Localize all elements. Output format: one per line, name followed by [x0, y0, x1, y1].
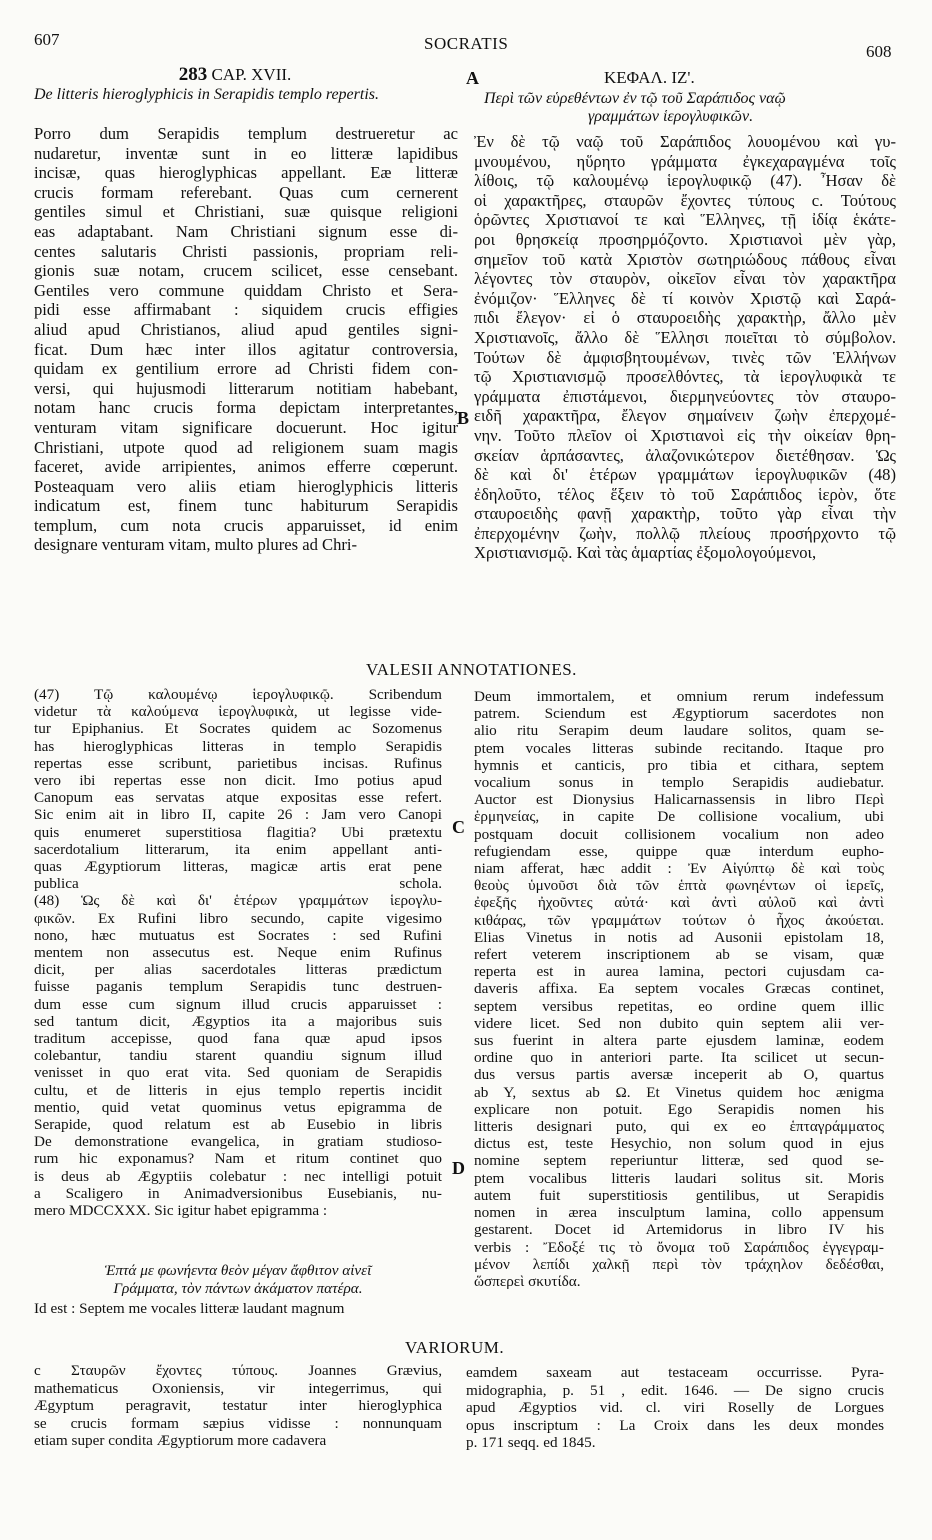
variorum-line: se crucis formam sæpius vidisse : nonnunquam — [34, 1414, 442, 1432]
annotation-line: hymnis et canticis, pro tibia et cithara, septem — [474, 756, 884, 774]
running-title: SOCRATIS — [424, 34, 509, 53]
greek-text-line: δὲ καὶ δι' ἑτέρων γραμμάτων ἱερογλυφικῶν (48) — [474, 465, 896, 485]
annotation-line: θεοὺς ὑμνοῦσι διὰ τῶν ἑπτὰ φωνηέντων οἱ ἱερεῖς, — [474, 877, 884, 895]
latin-text-line: centes salutaris Christi passionis, propriam reli- — [34, 241, 458, 261]
annotation-line: vocalium sonus in templo Serapidis audiebatur. — [474, 774, 884, 792]
annotation-line: cultu, et de litteris in ejus templo repertis incidit — [34, 1081, 442, 1099]
id-est-line: Id est : Septem me vocales litteræ laudant magnum — [34, 1300, 345, 1317]
variorum-line: opus inscriptum : La Croix dans les deux mondes — [466, 1416, 884, 1434]
valesii-notes-right-column — [474, 688, 884, 1290]
latin-text-line: quidam ex gentilium errore ad Christi fidem con- — [34, 359, 458, 379]
greek-chapter-label: ΚΕΦΑΛ. ΙΖ'. — [604, 68, 695, 87]
annotation-line: litteris designari puto, qui ex eo ἑπταγράμματος — [474, 1118, 884, 1136]
greek-text-line: Χριστιανισμῷ. Καὶ τὰς ἁμαρτίας ἐξομολογούμενοι, — [474, 543, 817, 563]
annotation-line: dus versus partis aversæ inceperit ab O, quartus — [474, 1066, 884, 1084]
annotation-line: quas Ægyptiorum litteras, magicæ artis erat pene — [34, 858, 442, 876]
variorum-line: c Σταυρῶν ἔχοντες τύπους. Joannes Grævius, — [34, 1362, 442, 1379]
latin-chapter-title: De litteris hieroglyphicis in Serapidis templo repertis. — [34, 86, 379, 103]
page-number-left: 607 — [34, 30, 60, 49]
greek-text-line: Τούτων δὲ ἀμφισβητουμένων, τινὲς τῶν Ἑλλήνων — [474, 347, 896, 367]
annotation-line: explicare non potuit. Ego Serapidis nomen his — [474, 1100, 884, 1118]
annotation-line: traditum accepisse, quod fana quæ apud ipsos — [34, 1030, 442, 1048]
latin-text-line: versi, qui hujusmodi litterarum notitiam habebant, — [34, 378, 458, 398]
annotation-line: Auctor est Dionysius Halicarnassensis in libro Περὶ — [474, 791, 884, 809]
valesii-notes-left-column — [34, 686, 442, 1219]
greek-text-line: ειδῆ χαρακτῆρα, ἔλεγον σημαίνειν ζωὴν ἐπερχομέ- — [474, 406, 896, 426]
annotation-line: φικῶν. Ex Rufini libro secundo, capite vigesimo — [34, 909, 442, 927]
annotation-line: refert veterem inscriptionem ab se visam, quæ — [474, 946, 884, 964]
annotation-line: De demonstratione evangelica, in gratiam studioso- — [34, 1133, 442, 1151]
greek-text-line: ἐδηλοῦτο, τέλος ἕξειν τὸ τοῦ Σαράπιδος ἱερὸν, ὅτε — [474, 484, 896, 504]
greek-text-line: ροι θρησκείᾳ προσηρμόζοντο. Χριστιανοὶ μὲν γὰρ, — [474, 229, 896, 249]
greek-text-line: οἱ χαρακτῆρες, σταυρῶν ἔχοντες τύπους c. Τούτους — [474, 190, 896, 210]
greek-text-line: ἐνόμιζον· Ἕλληνες δὲ τί κοινὸν Χριστῷ καὶ Σαρά- — [474, 288, 896, 308]
annotation-line: Canopum eas servatas atque expositas esse refert. — [34, 789, 442, 807]
annotation-line: is deus ab Ægyptiis colebatur : nec intelligi potuit — [34, 1167, 442, 1185]
latin-text-line: Christiani, utpote quod ad religionem suam magis — [34, 437, 458, 457]
annotation-line: ordine quo in anteriori parte. Ita scilicet ut secun- — [474, 1049, 884, 1067]
latin-text-line: incisæ, quas hieroglyphicas appellant. Eæ litteræ — [34, 163, 458, 183]
annotation-line: Elias Vinetus in notis ad Ausonii epistolam 18, — [474, 928, 884, 946]
latin-text-line: Porro dum Serapidis templum destrueretur ac — [34, 124, 458, 143]
latin-text-line: ficat. Dum hæc inter illos agitatur controversia, — [34, 339, 458, 359]
annotation-line: verbis : Ἔδοξέ τις τὸ ὄνομα τοῦ Σαράπιδος ἐγγεγραμ- — [474, 1238, 884, 1256]
annotation-line: refugiendam esse, quippe quæ interdum eupho- — [474, 842, 884, 860]
latin-chapter-label: CAP. XVII. — [211, 65, 292, 84]
annotation-line: postquam docuit collisionem vocalium non adeo — [474, 825, 884, 843]
latin-text-line: designare venturam vitam, multo plures ad Chri- — [34, 535, 358, 555]
variorum-line: Ægyptum peragravit, testatur inter hieroglyphica — [34, 1397, 442, 1415]
annotation-line: sacerdotalium litterarum, ita enim appellant anti- — [34, 840, 442, 858]
annotation-line: dum esse cum signum illud crucis apparuisset : — [34, 995, 442, 1013]
annotation-line: Deum immortalem, et omnium rerum indefessum — [474, 688, 884, 705]
greek-chapter-title-line-1: Περὶ τῶν εὑρεθέντων ἐν τῷ τοῦ Σαράπιδος ναῷ — [484, 90, 786, 107]
annotation-line: ptem vocales litteras subinde recitando. Itaque pro — [474, 739, 884, 757]
annotation-line: reperta est in aurea lamina, pectori cujusdam ca- — [474, 963, 884, 981]
annotation-line: gestarent. Docet id Artemidorus in libro IV his — [474, 1221, 884, 1239]
greek-text-line: πιδι ἔλεγον· εἰ ὁ σταυροειδὴς χαρακτὴρ, ἄλλο μὲν — [474, 308, 896, 328]
annotation-line: ptem vocalibus litteris laudari solitus sit. Moris — [474, 1169, 884, 1187]
annotation-line: ὥσπερεὶ σκυτίδα. — [474, 1272, 581, 1290]
annotation-line: nomen in ærea insculptum lamina, collo appensum — [474, 1204, 884, 1222]
variorum-line: p. 171 seqq. ed 1845. — [466, 1434, 596, 1452]
annotation-line: niam afferat, hæc addit : Ἐν Αἰγύπτῳ δὲ καὶ τοὺς — [474, 860, 884, 878]
variorum-line: midographia, p. 51 , edit. 1646. — De signo crucis — [466, 1381, 884, 1399]
epigram-line-2: Γράμματα, τὸν πάντων ἀκάματον πατέρα. — [113, 1280, 363, 1297]
valesii-annotations-title: VALESII ANNOTATIONES. — [366, 660, 577, 679]
greek-text-column — [474, 132, 896, 563]
annotation-line: sed tantum dicit, Ægyptios ita a majoribus suis — [34, 1012, 442, 1030]
annotation-line: dicit, per alias sacerdotales litteras prædictum — [34, 961, 442, 979]
annotation-line: μένον λεπίδι χαλκῇ περὶ τὸν τράχηλον δεδέσθαι, — [474, 1255, 884, 1273]
greek-text-line: λίθοις, τῷ καλουμένῳ ἱερογλυφικῷ (47). Ἦσαν δὲ — [474, 171, 896, 191]
variorum-title: VARIORUM. — [405, 1338, 505, 1357]
annotation-line: rum hic exponamus? Nam et ritum continet quo — [34, 1150, 442, 1168]
variorum-right-column — [466, 1364, 884, 1452]
latin-text-line: gentiles simul et Christiani, suæ quisque religioni — [34, 202, 458, 222]
annotation-line: daveris affixa. Ea septem vocales Græcas continet, — [474, 980, 884, 998]
variorum-line: apud Ægyptios vid. cl. viri Roselly de Lorgues — [466, 1399, 884, 1417]
latin-text-line: faceret, avide arripientes, animos efferre cœperunt. — [34, 457, 458, 477]
annotation-line: ab Y, sextus ab Ω. Et Vinetus quidem hoc ænigma — [474, 1083, 884, 1101]
greek-text-line: γράμματα ἐπιστάμενοι, διερμηνεύοντες τὸν σταυρο- — [474, 386, 896, 406]
annotation-line: a Scaligero in Animadversionibus Eusebianis, nu- — [34, 1184, 442, 1202]
annotation-line: ἐφεξῆς ἠχοῦντες αὐτά· καὶ ἀντὶ αὐλοῦ καὶ ἀντὶ — [474, 894, 884, 912]
annotation-line: colebantur, tandiu starent quandiu signum illud — [34, 1047, 442, 1065]
annotation-line: mentem non assecutus est. Neque enim Rufinus — [34, 944, 442, 962]
page-number-right: 608 — [866, 42, 892, 61]
annotation-line: mero MDCCXXX. Sic igitur habet epigramma : — [34, 1202, 328, 1220]
greek-text-line: τῷ Χριστιανισμῷ προσελθόντες, τὰ ἱερογλυφικὰ τε — [474, 367, 896, 387]
annotation-line: nomine septem reperiuntur litteræ, sed quod se- — [474, 1152, 884, 1170]
annotation-line: patrem. Sciendum est Ægyptiorum sacerdotes non — [474, 705, 884, 723]
annotation-line: repertas esse scribunt, parietibus incisas. Rufinus — [34, 754, 442, 772]
greek-text-line: Ἐν δὲ τῷ ναῷ τοῦ Σαράπιδος λουομένου καὶ γυ- — [474, 132, 896, 151]
margin-letter-a: A — [466, 68, 479, 88]
margin-letter-d: D — [452, 1158, 465, 1178]
annotation-line: fuisse paganis templum Serapidis tunc destruen- — [34, 978, 442, 996]
chapter-number: 283 — [178, 64, 208, 85]
greek-text-line: ἐπερχομένην ζωὴν, πολλῷ πλείους προσήρχοντο τῷ — [474, 523, 896, 543]
annotation-line: sus fuerint in altera parte ejusdem laminæ, eodem — [474, 1032, 884, 1050]
annotation-line: publica schola. — [34, 875, 442, 893]
latin-text-line: notam hanc crucis forma depictam interpretantes, — [34, 398, 458, 418]
greek-text-line: λέγοντες τὸν σταυρὸν, οἰκεῖον εἶναι τὸν χαρακτῆρα — [474, 269, 896, 289]
annotation-line: nono, hæc mutuatus est Socrates : sed Rufini — [34, 926, 442, 944]
annotation-line: videtur τὰ καλούμενα ἱερογλυφικὰ, ut legisse vide- — [34, 703, 442, 721]
annotation-line: venisset in quo erat vita. Sed quoniam de Serapidis — [34, 1064, 442, 1082]
annotation-line: mentio, quid vetat quominus vetus epigramma de — [34, 1098, 442, 1116]
greek-text-line: σταυροειδὴς φανῇ χαρακτὴρ, τοῦτο γὰρ εἶναι τὴν — [474, 504, 896, 524]
annotation-line: autem fuit superstitiosis gentilibus, ut Serapidis — [474, 1186, 884, 1204]
latin-text-line: gionis suæ notam, crucem scilicet, esse censebant. — [34, 261, 458, 281]
latin-text-line: templum, cum nota crucis apparuisset, id enim — [34, 515, 458, 535]
annotation-line: Sic enim ait in libro II, capite 26 : Jam vero Canopi — [34, 806, 442, 824]
latin-text-line: aliud apud Christianos, aliud apud gentiles signi- — [34, 319, 458, 339]
greek-text-line: ὁρῶντες Χριστιανοί τε καὶ Ἕλληνες, τῇ ἰδίᾳ ἑκάτε- — [474, 210, 896, 230]
variorum-line: mathematicus Oxoniensis, vir integerrimus, qui — [34, 1379, 442, 1397]
greek-text-line: νην. Τοῦτο πλεῖον οἱ Χριστιανοὶ εἰς τὴν οἰκείαν θρη- — [474, 425, 896, 445]
annotation-line: dictus est, teste Hesychio, non solum quod in ejus — [474, 1135, 884, 1153]
latin-text-line: Gentiles vero commune quiddam Christo et Sera- — [34, 280, 458, 300]
latin-text-line: pidi esse affirmabant : siquidem crucis effigies — [34, 300, 458, 320]
latin-text-line: Posteaquam vero aliis etiam hieroglyphicis litteris — [34, 476, 458, 496]
greek-text-line: σημεῖον τοῦ κατὰ Χριστὸν σωτηριώδους πάθους εἶναι — [474, 249, 896, 269]
latin-text-line: indicatum est, finem tunc habiturum Serapidis — [34, 496, 458, 516]
greek-chapter-title-line-2: γραμμάτων ἱερογλυφικῶν. — [588, 108, 754, 125]
margin-letter-c: C — [452, 817, 465, 837]
latin-text-line: nudaretur, inventæ sunt in eo litteræ lapidibus — [34, 143, 458, 163]
greek-text-line: Χριστιανοῖς, ἄλλο δὲ Ἕλλησι ποιεῖται τὸ σύμβολον. — [474, 327, 896, 347]
annotation-line: vero ibi repertas esse non dicit. Imo potius apud — [34, 772, 442, 790]
annotation-line: Serapide, quod relatum est ab Eusebio in libris — [34, 1116, 442, 1134]
margin-letter-b: B — [457, 408, 470, 428]
variorum-line: eamdem saxeam aut testaceam occurrisse. Pyra- — [466, 1364, 884, 1381]
variorum-line: etiam super condita Ægyptiorum more cadavera — [34, 1432, 327, 1450]
latin-text-column — [34, 124, 458, 555]
epigram-line-1: Ἑπτά με φωνήεντα θεὸν μέγαν ἄφθιτον αἰνεῖ — [104, 1262, 372, 1279]
annotation-line: has hieroglyphicas litteras in templo Serapidis — [34, 737, 442, 755]
annotation-line: (48) Ὡς δὲ καὶ δι' ἑτέρων γραμμάτων ἱερογλυ- — [34, 892, 442, 910]
variorum-left-column — [34, 1362, 442, 1450]
latin-text-line: eas adaptabant. Nam Christiani signum esse di- — [34, 221, 458, 241]
latin-chapter-heading — [0, 64, 470, 86]
annotation-line: videre licet. Sed non dubito quin septem alii ver- — [474, 1014, 884, 1032]
annotation-line: quis enumeret superstitiosa flagitia? Ubi prætextu — [34, 823, 442, 841]
greek-text-line: μνουμένου, ηὕρητο γράμματα ἐγκεχαραγμένα τοῖς — [474, 151, 896, 171]
annotation-line: κιθάρας, τῶν γραμμάτων τούτων ὁ ἦχος ἀκούεται. — [474, 911, 884, 929]
latin-text-line: venturam vitam significare docuerunt. Hoc igitur — [34, 417, 458, 437]
annotation-line: ἑρμηνείας, in capite De collisione vocalium, ubi — [474, 808, 884, 826]
annotation-line: (47) Τῷ καλουμένῳ ἱερογλυφικῷ. Scribendum — [34, 686, 442, 703]
greek-text-line: σκείαν ἁρπάσαντες, ἀλαζονικώτερον διετέθησαν. Ὡς — [474, 445, 896, 465]
annotation-line: septem versibus repetitas, eo ordine quem illic — [474, 997, 884, 1015]
annotation-line: alio ritu Serapim deum laudare solitos, quam se- — [474, 722, 884, 740]
latin-text-line: crucis formam referebant. Quas cum cernerent — [34, 182, 458, 202]
annotation-line: tur Epiphanius. Et Socrates quidem ac Sozomenus — [34, 720, 442, 738]
